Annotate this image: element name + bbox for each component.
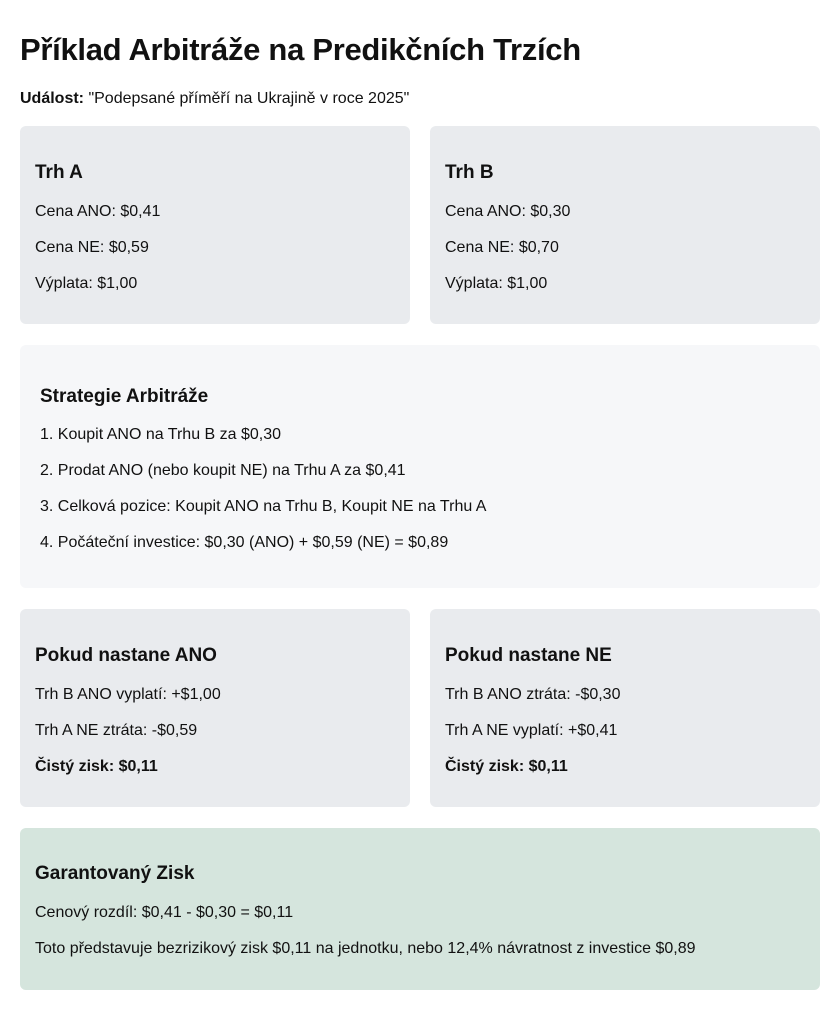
market-b-card [430, 126, 820, 324]
outcome-no-title: Pokud nastane NE [445, 645, 612, 666]
event-label: Událost: [20, 90, 84, 107]
outcome-no-line1: Trh B ANO ztráta: -$0,30 [445, 686, 621, 703]
outcome-no-line2: Trh A NE vyplatí: +$0,41 [445, 722, 618, 739]
event-line [20, 90, 409, 108]
market-a-card [20, 126, 410, 324]
market-a-yes-price: Cena ANO: $0,41 [35, 203, 161, 220]
outcome-yes-title: Pokud nastane ANO [35, 645, 217, 666]
strategy-step: 2. Prodat ANO (nebo koupit NE) na Trhu A za $0,41 [40, 462, 406, 479]
strategy-title: Strategie Arbitráže [40, 386, 209, 407]
strategy-step: 4. Počáteční investice: $0,30 (ANO) + $0,59 (NE) = $0,89 [40, 534, 449, 551]
market-b-title: Trh B [445, 162, 494, 183]
market-b-yes-price: Cena ANO: $0,30 [445, 203, 571, 220]
strategy-step: 3. Celková pozice: Koupit ANO na Trhu B, Koupit NE na Trhu A [40, 498, 487, 515]
outcome-yes-card [20, 609, 410, 807]
outcome-no-card [430, 609, 820, 807]
outcome-yes-line1: Trh B ANO vyplatí: +$1,00 [35, 686, 221, 703]
outcome-no-net: Čistý zisk: $0,11 [445, 758, 568, 775]
market-a-payout: Výplata: $1,00 [35, 275, 138, 292]
market-a-title: Trh A [35, 162, 83, 183]
market-a-no-price: Cena NE: $0,59 [35, 239, 149, 256]
outcome-yes-line2: Trh A NE ztráta: -$0,59 [35, 722, 198, 739]
profit-title: Garantovaný Zisk [35, 863, 195, 884]
event-value: "Podepsané příměří na Ukrajině v roce 2025" [84, 90, 410, 107]
profit-summary: Toto představuje bezrizikový zisk $0,11 na jednotku, nebo 12,4% návratnost z investice $0,89 [35, 940, 696, 957]
profit-price-diff: Cenový rozdíl: $0,41 - $0,30 = $0,11 [35, 904, 294, 921]
strategy-step: 1. Koupit ANO na Trhu B za $0,30 [40, 426, 282, 443]
market-b-payout: Výplata: $1,00 [445, 275, 548, 292]
strategy-card [20, 345, 820, 588]
page-title: Příklad Arbitráže na Predikčních Trzích [20, 32, 581, 67]
profit-card [20, 828, 820, 990]
outcome-yes-net: Čistý zisk: $0,11 [35, 758, 158, 775]
market-b-no-price: Cena NE: $0,70 [445, 239, 559, 256]
